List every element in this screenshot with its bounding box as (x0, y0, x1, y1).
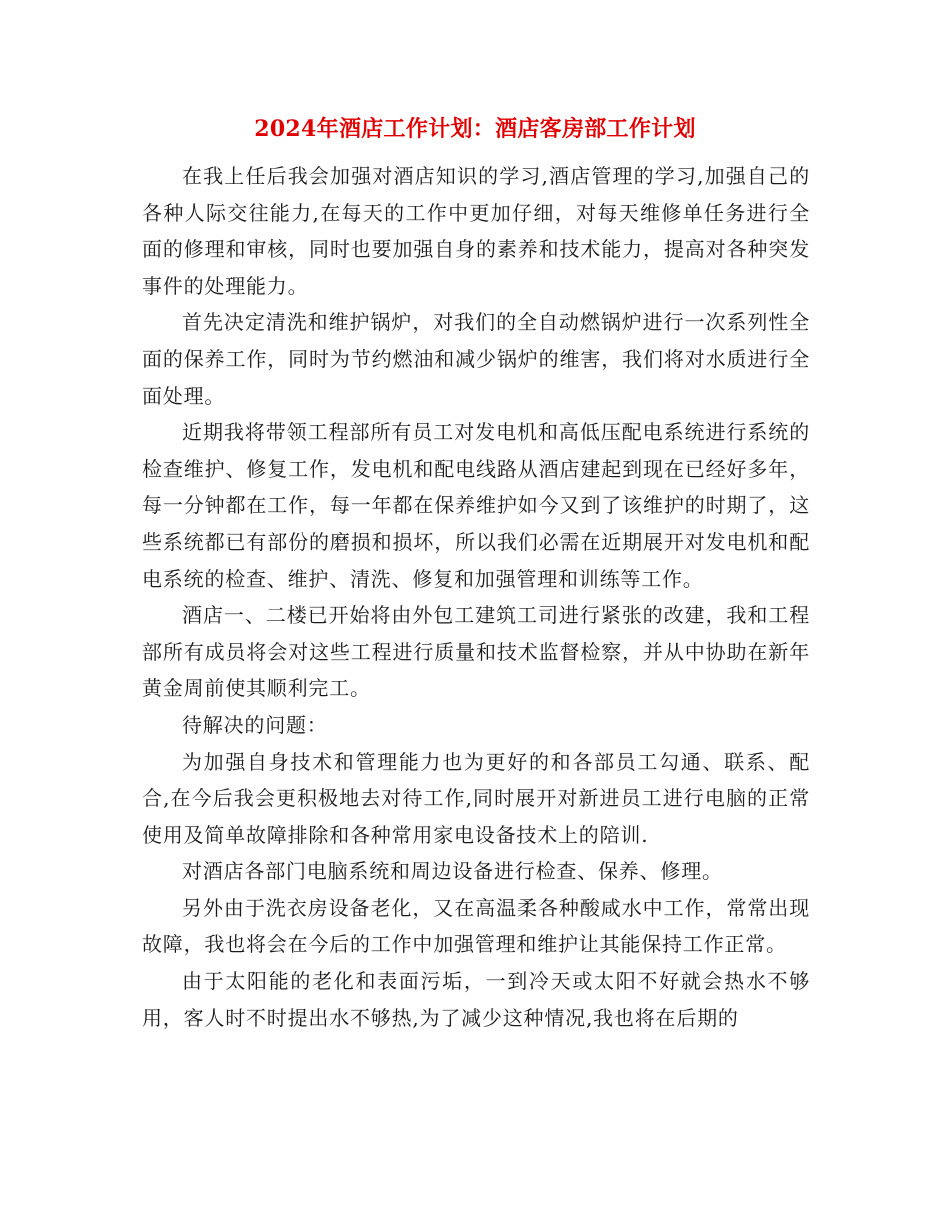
paragraph-5-heading: 待解决的问题： (182, 712, 328, 737)
paragraph-7: 对酒店各部门电脑系统和周边设备进行检查、保养、修理。 (182, 859, 723, 884)
paragraph-3: 近期我将带领工程部所有员工对发电机和高低压配电系统进行系统的检查维护、修复工作，发电机和配电线路从酒店建起到现在已经好多年，每一分钟都在工作，每一年都在保养维护如今又到了该维护的时期了，这些系统都已有部份的磨损和损坏，所以我们必需在近期展开对发电机和配电系统的检查、维护、清洗、修复和加强管理和训练等工作。 (142, 420, 810, 591)
paragraph-2: 首先决定清洗和维护锅炉，对我们的全自动燃锅炉进行一次系列性全面的保养工作，同时为节约燃油和减少锅炉的维害，我们将对水质进行全面处理。 (142, 310, 810, 408)
paragraph-8: 另外由于洗衣房设备老化，又在高温柔各种酸咸水中工作，常常出现故障，我也将会在今后的工作中加强管理和维护让其能保持工作正常。 (142, 895, 810, 957)
paragraph-4: 酒店一、二楼已开始将由外包工建筑工司进行紧张的改建，我和工程部所有成员将会对这些工程进行质量和技术监督检察，并从中协助在新年黄金周前使其顺利完工。 (142, 603, 810, 701)
paragraph-9: 由于太阳能的老化和表面污垢，一到冷天或太阳不好就会热水不够用，客人时不时提出水不够热,为了减少这种情况,我也将在后期的 (142, 969, 810, 1030)
document-body (142, 158, 810, 1036)
document-title: 2024年酒店工作计划：酒店客房部工作计划 (254, 116, 696, 142)
paragraph-1: 在我上任后我会加强对酒店知识的学习,酒店管理的学习,加强自己的各种人际交往能力,在每天的工作中更加仔细，对每天维修单任务进行全面的修理和审核，同时也要加强自身的素养和技术能力，提高对各种突发事件的处理能力。 (142, 164, 810, 298)
paragraph-6: 为加强自身技术和管理能力也为更好的和各部员工勾通、联系、配合,在今后我会更积极地去对待工作,同时展开对新进员工进行电脑的正常使用及简单故障排除和各种常用家电设备技术上的陪训. (142, 749, 810, 847)
